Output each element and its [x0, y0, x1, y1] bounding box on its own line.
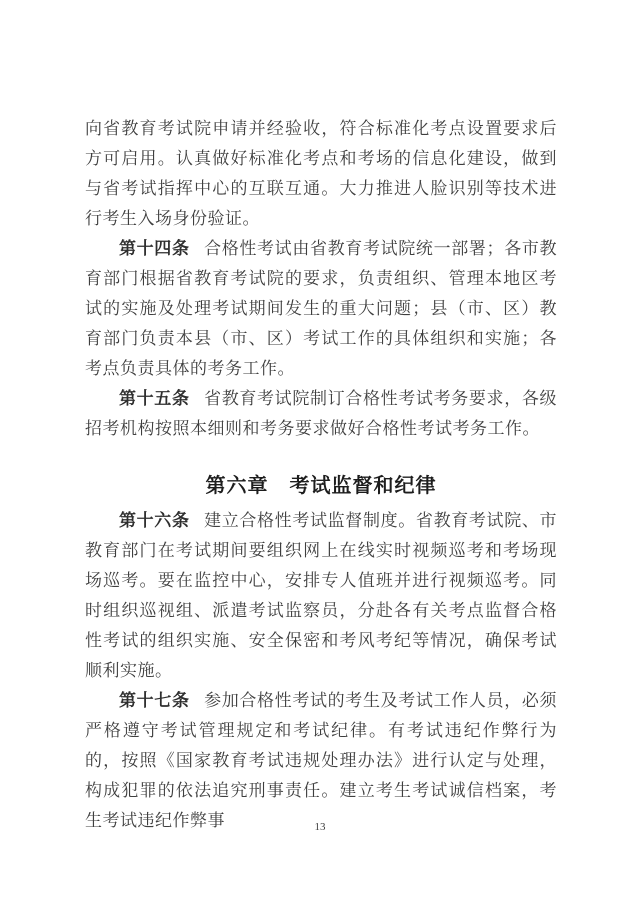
article-16-lead: 第十六条	[119, 511, 190, 530]
intro-paragraph-text: 向省教育考试院申请并经验收，符合标准化考点设置要求后方可启用。认真做好标准化考点和考场的信息化建设，做到与省考试指挥中心的互联互通。大力推进人脸识别等技术进行考生入场身份验证。	[85, 119, 557, 228]
article-17-text: 参加合格性考试的考生及考试工作人员，必须严格遵守考试管理规定和考试纪律。有考试违纪作弊行为的，按照《国家教育考试违规处理办法》进行认定与处理，构成犯罪的依法追究刑事责任。建立考生考试诚信档案，考生考试违纪作弊事	[85, 691, 558, 830]
article-17-lead: 第十七条	[119, 691, 190, 710]
chapter-heading: 第六章 考试监督和纪律	[205, 475, 437, 497]
article-17-paragraph	[85, 686, 557, 836]
article-14-lead: 第十四条	[119, 239, 190, 258]
document-body	[85, 114, 557, 836]
intro-paragraph	[85, 114, 557, 234]
article-15-text: 省教育考试院制订合格性考试考务要求，各级招考机构按照本细则和考务要求做好合格性考试考务工作。	[85, 389, 558, 438]
article-15-paragraph	[85, 384, 557, 444]
article-15-lead: 第十五条	[119, 389, 190, 408]
page-number: 13	[314, 821, 326, 833]
article-16-paragraph	[85, 506, 557, 686]
article-14-text: 合格性考试由省教育考试院统一部署；各市教育部门根据省教育考试院的要求，负责组织、管理本地区考试的实施及处理考试期间发生的重大问题；县（市、区）教育部门负责本县（市、区）考试工作的具体组织和实施；各考点负责具体的考务工作。	[85, 239, 558, 378]
article-14-paragraph	[85, 234, 557, 384]
article-16-text: 建立合格性考试监督制度。省教育考试院、市教育部门在考试期间要组织网上在线实时视频巡考和考场现场巡考。要在监控中心，安排专人值班并进行视频巡考。同时组织巡视组、派遣考试监察员，分赴各有关考点监督合格性考试的组织实施、安全保密和考风考纪等情况，确保考试顺利实施。	[85, 511, 558, 680]
